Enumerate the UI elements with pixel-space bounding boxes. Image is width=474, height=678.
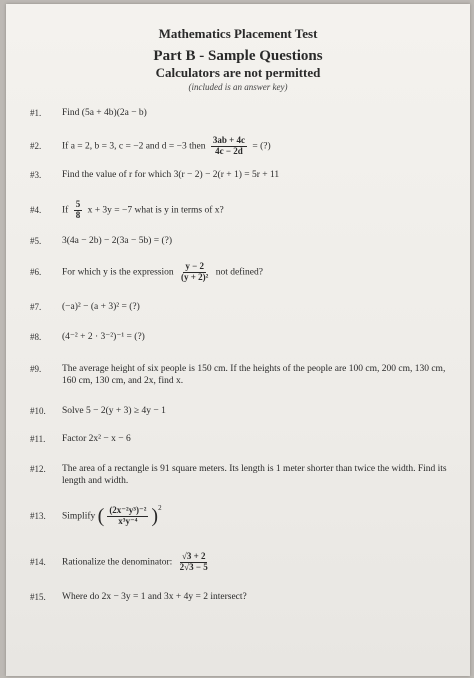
question-text: Solve 5 − 2(y + 3) ≥ 4y − 1 xyxy=(62,406,166,416)
fraction-numerator: y − 2 xyxy=(185,261,204,271)
question-4 xyxy=(30,200,460,221)
question-number: #14. xyxy=(30,556,46,567)
question-10 xyxy=(30,406,460,418)
question-number: #15. xyxy=(30,592,46,603)
fraction-numerator: 3ab + 4c xyxy=(212,135,245,145)
question-14 xyxy=(30,552,460,573)
question-text-after: = (?) xyxy=(252,141,271,152)
fraction xyxy=(74,200,83,221)
calculator-notice: Calculators are not permitted xyxy=(155,65,321,80)
question-number: #9. xyxy=(30,364,42,374)
question-8 xyxy=(30,332,460,344)
open-paren: ( xyxy=(97,505,105,527)
question-15 xyxy=(30,592,460,604)
question-number: #8. xyxy=(30,332,42,343)
question-text: Find (5a + 4b)(2a − b) xyxy=(62,108,147,118)
fraction-numerator: √3 + 2 xyxy=(181,551,206,561)
question-2 xyxy=(30,136,460,157)
question-text-after: not defined? xyxy=(215,267,263,278)
question-text: For which y is the expression xyxy=(62,267,174,278)
question-9 xyxy=(30,364,460,388)
test-title: Mathematics Placement Test xyxy=(158,26,318,41)
question-number: #5. xyxy=(30,236,42,247)
question-text: Find the value of r for which 3(r − 2) − 2(r + 1) = 5r + 11 xyxy=(62,170,280,180)
question-text: x + 3y = −7 what is y in terms of x? xyxy=(87,205,224,216)
question-number: #1. xyxy=(30,108,42,119)
worksheet-page xyxy=(6,4,470,676)
question-text: 3(4a − 2b) − 2(3a − 5b) = (?) xyxy=(62,236,173,246)
fraction-denominator: 2√3 − 5 xyxy=(179,561,208,572)
fraction xyxy=(178,552,210,573)
question-number: #3. xyxy=(30,170,42,181)
question-number: #11. xyxy=(30,434,46,445)
answer-key-note: (included is an answer key) xyxy=(188,82,288,92)
exponent: 2 xyxy=(158,504,162,512)
question-text: If a = 2, b = 3, c = −2 and d = −3 then xyxy=(62,141,206,152)
question-7 xyxy=(30,302,460,314)
question-13 xyxy=(30,504,460,529)
fraction-denominator: 8 xyxy=(75,209,81,220)
question-11 xyxy=(30,434,460,446)
question-12 xyxy=(30,464,460,488)
question-6 xyxy=(30,262,460,283)
question-text: The average height of six people is 150 cm. If the heights of the people are 100 cm, 200 cm, 130 cm, 160 cm, 130 cm, and 2x, find x. xyxy=(62,364,446,386)
section-title: Part B - Sample Questions xyxy=(153,48,323,64)
fraction-numerator: (2x⁻²y³)⁻² xyxy=(109,505,147,516)
question-number: #10. xyxy=(30,406,46,417)
question-text: Simplify xyxy=(62,511,96,522)
fraction xyxy=(211,136,247,157)
fraction-denominator: x³y⁻⁴ xyxy=(118,516,138,526)
question-3 xyxy=(30,170,460,182)
question-number: #2. xyxy=(30,140,42,151)
question-number: #7. xyxy=(30,302,42,313)
fraction-denominator: (y + 2)² xyxy=(181,271,209,282)
fraction-denominator: 4c − 2d xyxy=(215,145,243,156)
question-5 xyxy=(30,236,460,248)
question-number: #13. xyxy=(30,510,46,521)
question-text: The area of a rectangle is 91 square meters. Its length is 1 meter shorter than twice the width. Find its length and width. xyxy=(62,464,447,486)
question-number: #12. xyxy=(30,464,46,474)
question-number: #4. xyxy=(30,204,42,215)
fraction xyxy=(107,506,148,527)
question-1 xyxy=(30,108,460,120)
question-number: #6. xyxy=(30,266,42,277)
question-text-before: If xyxy=(62,205,69,216)
question-text: Where do 2x − 3y = 1 and 3x + 4y = 2 intersect? xyxy=(62,592,247,602)
question-text: (−a)² − (a + 3)² = (?) xyxy=(62,302,140,312)
question-text: Rationalize the denominator: xyxy=(62,557,173,568)
close-paren: ) xyxy=(151,505,159,527)
fraction-numerator: 5 xyxy=(75,199,81,209)
question-text: (4⁻² + 2 · 3⁻²)⁻¹ = (?) xyxy=(62,332,145,342)
fraction xyxy=(179,262,210,283)
question-text: Factor 2x² − x − 6 xyxy=(62,434,131,444)
